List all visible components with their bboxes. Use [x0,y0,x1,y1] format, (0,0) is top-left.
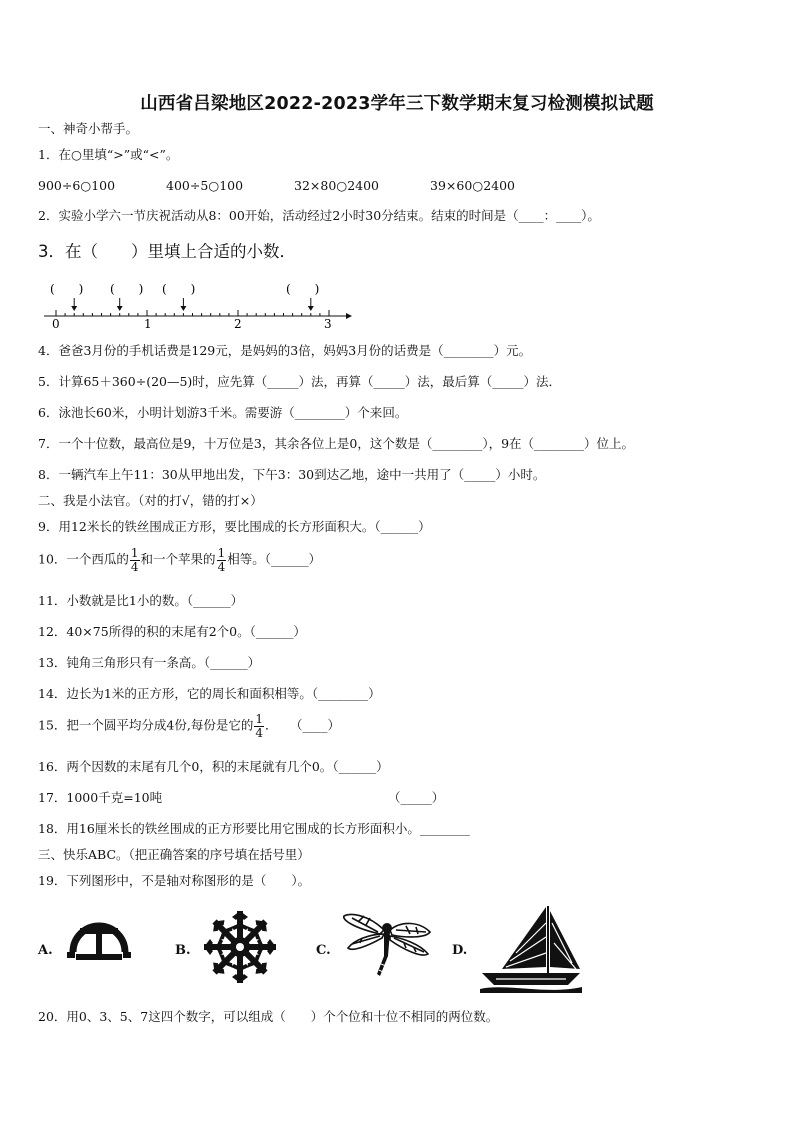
section-1-heading: 一、神奇小帮手。 [38,121,139,136]
number-line-blank-1: ( ) [50,282,84,296]
q15-fraction-numerator: 1 [255,712,263,726]
question-7: 7．一个十位数，最高位是9，十万位是3，其余各位上是0，这个数是（________），9在（________）位上。 [38,436,635,451]
page-title: 山西省吕梁地区2022-2023学年三下数学期末复习检测模拟试题 [140,94,654,114]
section-3-heading: 三、快乐ABC。（把正确答案的序号填在括号里） [38,847,310,862]
tick-label-0: 0 [52,317,60,330]
q1-item-4: 39×60○2400 [430,178,516,193]
q1-item-2: 400÷5○100 [166,178,244,193]
q1-item-3: 32×80○2400 [294,178,380,193]
question-8: 8．一辆汽车上午11：30从甲地出发，下午3：30到达乙地，途中一共用了（_____）小时。 [38,467,546,482]
q10-fraction-2 [217,547,227,573]
tick-label-3: 3 [324,317,332,330]
question-19: 19．下列图形中，不是轴对称图形的是（ ）。 [38,873,311,888]
option-c-label: C. [316,943,331,958]
q10-fraction-1 [130,547,140,573]
number-line [40,280,370,330]
q15-text-post: ． （____） [264,717,340,733]
q10-fraction-2-denominator: 4 [217,559,226,574]
question-17: 17．1000千克=10吨 [38,790,163,805]
number-line-arrow-2 [117,298,123,311]
question-17-blank: （_____） [388,790,445,805]
number-line-blank-2: ( ) [110,282,144,296]
number-line-arrows [71,298,314,311]
q10-fraction-1-numerator: 1 [130,546,139,560]
q10-fraction-2-numerator: 1 [217,546,226,560]
q10-text-pre: 10．一个西瓜的 [38,551,129,567]
number-line-arrow-4 [308,298,314,311]
q15-fraction-denominator: 4 [255,725,263,740]
question-14: 14．边长为1米的正方形，它的周长和面积相等。（________） [38,686,381,701]
section-2-heading: 二、我是小法官。（对的打√，错的打×） [38,493,263,508]
question-6: 6．泳池长60米，小明计划游3千米。需要游（________）个来回。 [38,405,408,420]
option-b-label: B. [175,943,191,958]
tick-label-1: 1 [144,317,152,330]
q15-text-pre: 15．把一个圆平均分成4份,每份是它的 [38,717,254,733]
question-18: 18．用16厘米长的铁丝围成的正方形要比用它围成的长方形面积小。________ [38,821,470,836]
question-1: 1．在○里填“>”或“<”。 [38,147,179,162]
number-line-arrow-3 [180,298,186,311]
question-13: 13．钝角三角形只有一条高。（______） [38,655,261,670]
number-line-blank-3: ( ) [162,282,196,296]
number-line-arrow-1 [71,298,77,311]
question-10 [38,547,321,573]
question-9: 9．用12米长的铁丝围成正方形，要比围成的长方形面积大。（______） [38,519,431,534]
q1-item-1: 900÷6○100 [38,178,116,193]
question-11: 11．小数就是比1小的数。（______） [38,593,244,608]
q10-fraction-1-denominator: 4 [130,559,139,574]
question-4: 4．爸爸3月份的手机话费是129元，是妈妈的3倍，妈妈3月份的话费是（________）元。 [38,343,532,358]
option-c-dragonfly-icon [340,910,435,985]
tick-label-2: 2 [234,317,242,330]
question-12: 12．40×75所得的积的末尾有2个0。（______） [38,624,306,639]
question-15 [38,713,340,739]
q15-fraction [254,713,264,739]
number-line-blank-4: ( ) [286,282,320,296]
option-d-sailboat-icon [476,903,586,993]
option-a-subway-logo-icon [64,908,134,968]
question-2: 2．实验小学六一节庆祝活动从8：00开始，活动经过2小时30分结束。结束的时间是（____：____）。 [38,208,600,223]
option-d-label: D. [452,943,468,958]
q10-text-mid: 和一个苹果的 [140,551,216,567]
question-16: 16．两个因数的末尾有几个0，积的末尾就有几个0。（______） [38,759,389,774]
q10-text-post: 相等。（______） [227,551,321,567]
option-b-snowflake-icon [200,907,280,987]
question-3: 3．在（ ）里填上合适的小数． [38,242,296,261]
number-line-ticks [56,310,329,316]
question-5: 5．计算65＋360÷(20—5)时，应先算（_____）法，再算（_____）法，最后算（_____）法． [38,374,562,389]
option-a-label: A. [38,943,53,958]
question-20: 20．用0、3、5、7这四个数字，可以组成（ ）个个位和十位不相同的两位数。 [38,1009,499,1024]
